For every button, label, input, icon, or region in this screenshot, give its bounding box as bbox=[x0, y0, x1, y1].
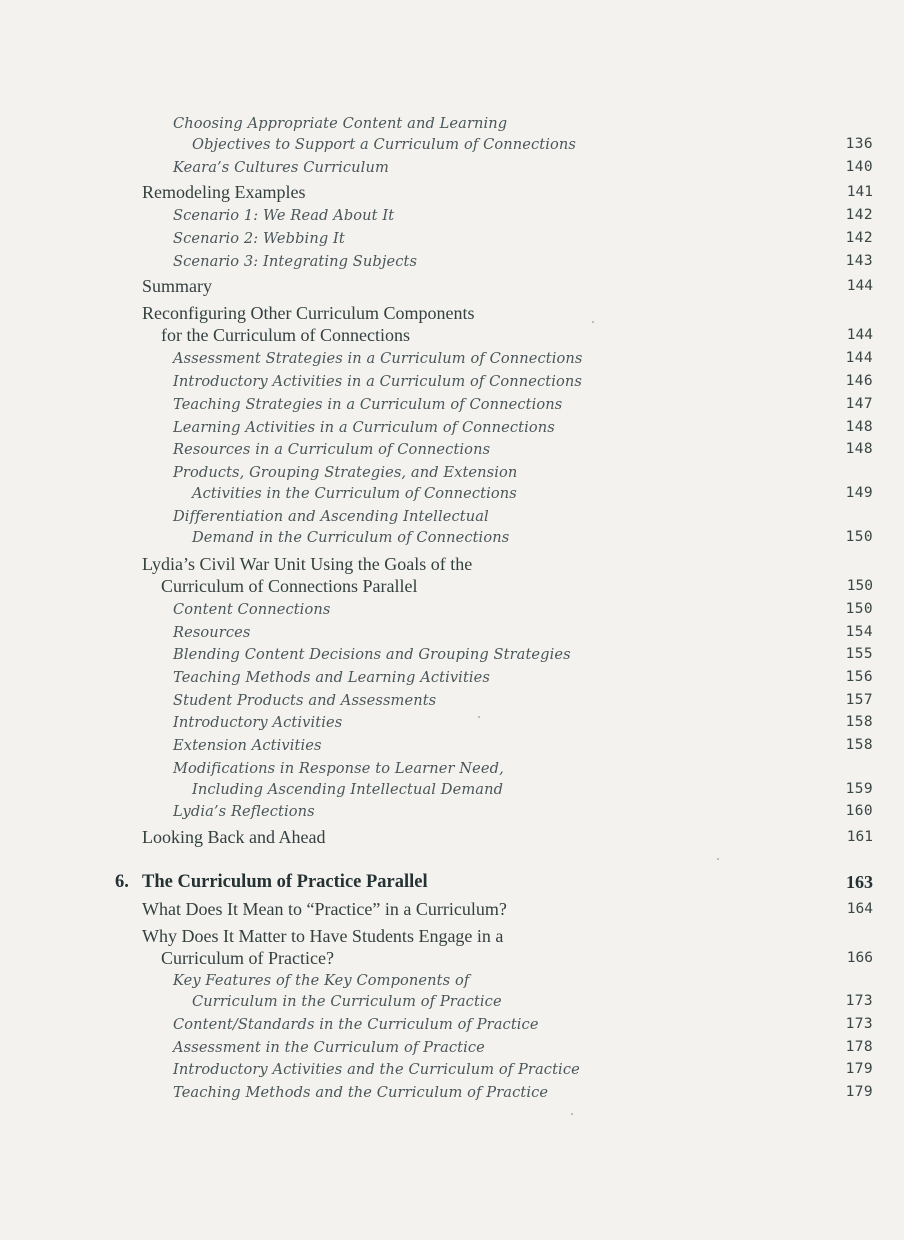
toc-entry-text: Blending Content Decisions and Grouping Strategies bbox=[173, 646, 571, 663]
scan-speck bbox=[592, 321, 594, 323]
toc-page-number: 156 bbox=[845, 669, 873, 685]
toc-entry-text: Differentiation and Ascending Intellectual bbox=[173, 508, 489, 525]
toc-entry-text: Products, Grouping Strategies, and Extension bbox=[173, 464, 518, 481]
toc-page-number: 179 bbox=[845, 1084, 873, 1100]
toc-entry-text: Student Products and Assessments bbox=[173, 692, 437, 709]
toc-entry-text: Remodeling Examples bbox=[142, 182, 306, 202]
toc-entry-text: Lydia’s Reflections bbox=[173, 803, 315, 820]
toc-entry-text: Resources bbox=[173, 624, 251, 641]
toc-entry-text: Scenario 2: Webbing It bbox=[173, 230, 345, 247]
toc-entry-text: Looking Back and Ahead bbox=[142, 827, 326, 847]
toc-page-number: 144 bbox=[846, 327, 873, 343]
toc-entry-text: Curriculum of Practice? bbox=[161, 948, 334, 968]
chapter-number: 6. bbox=[115, 872, 129, 892]
toc-entry-text: Curriculum in the Curriculum of Practice bbox=[192, 993, 502, 1010]
scan-speck bbox=[571, 1113, 573, 1115]
toc-entry-text: What Does It Mean to “Practice” in a Curriculum? bbox=[142, 899, 507, 919]
toc-entry-text: for the Curriculum of Connections bbox=[161, 325, 410, 345]
toc-entry-text: Introductory Activities bbox=[173, 714, 343, 731]
toc-entry-text: Learning Activities in a Curriculum of Connections bbox=[173, 419, 555, 436]
toc-page-number: 160 bbox=[845, 803, 873, 819]
toc-page-number: 136 bbox=[845, 136, 873, 152]
toc-page-number: 146 bbox=[845, 373, 873, 389]
toc-entry-text: Assessment Strategies in a Curriculum of Connections bbox=[173, 350, 583, 367]
chapter-title: The Curriculum of Practice Parallel bbox=[142, 872, 428, 892]
toc-page-number: 164 bbox=[846, 901, 873, 917]
scan-speck bbox=[717, 858, 719, 860]
toc-page-number: 148 bbox=[845, 441, 873, 457]
toc-entry-text: Introductory Activities in a Curriculum of Connections bbox=[173, 373, 583, 390]
toc-page-number: 158 bbox=[845, 737, 873, 753]
toc-page-number: 149 bbox=[845, 485, 873, 501]
toc-entry-text: Including Ascending Intellectual Demand bbox=[192, 781, 504, 798]
toc-page-number: 173 bbox=[845, 1016, 873, 1032]
toc-entry-text: Curriculum of Connections Parallel bbox=[161, 576, 418, 596]
toc-page-number: 179 bbox=[845, 1061, 873, 1077]
toc-page-number: 141 bbox=[846, 184, 873, 200]
toc-page-number: 150 bbox=[845, 601, 873, 617]
toc-page-number: 140 bbox=[845, 159, 873, 175]
toc-entry-text: Extension Activities bbox=[173, 737, 322, 754]
toc-page-number: 157 bbox=[845, 692, 873, 708]
toc-page-number: 150 bbox=[846, 578, 873, 594]
toc-page-number: 143 bbox=[845, 253, 873, 269]
toc-page-number: 178 bbox=[845, 1039, 873, 1055]
toc-entry-text: Introductory Activities and the Curriculum of Practice bbox=[173, 1061, 580, 1078]
toc-page-number: 142 bbox=[845, 230, 873, 246]
toc-page-number: 147 bbox=[845, 396, 873, 412]
toc-entry-text: Key Features of the Key Components of bbox=[173, 972, 470, 989]
toc-page-number: 155 bbox=[845, 646, 873, 662]
toc-entry-text: Lydia’s Civil War Unit Using the Goals of the bbox=[142, 554, 473, 574]
toc-entry-text: Teaching Methods and the Curriculum of Practice bbox=[173, 1084, 549, 1101]
toc-page-number: 158 bbox=[845, 714, 873, 730]
toc-entry-text: Teaching Strategies in a Curriculum of Connections bbox=[173, 396, 563, 413]
toc-entry-text: Keara’s Cultures Curriculum bbox=[173, 159, 389, 176]
toc-entry-text: Choosing Appropriate Content and Learning bbox=[173, 115, 508, 132]
toc-entry-text: Reconfiguring Other Curriculum Components bbox=[142, 303, 475, 323]
toc-entry-text: Resources in a Curriculum of Connections bbox=[173, 441, 491, 458]
toc-page-number: 144 bbox=[846, 278, 873, 294]
toc-page-number: 142 bbox=[845, 207, 873, 223]
toc-page-number: 166 bbox=[846, 950, 873, 966]
toc-entry-text: Assessment in the Curriculum of Practice bbox=[173, 1039, 485, 1056]
toc-page-number: 161 bbox=[846, 829, 873, 845]
toc-page-number: 163 bbox=[846, 872, 873, 892]
toc-entry-text: Content Connections bbox=[173, 601, 331, 618]
toc-page-number: 148 bbox=[845, 419, 873, 435]
toc-entry-text: Summary bbox=[142, 276, 212, 296]
scan-speck bbox=[478, 716, 480, 718]
toc-entry-text: Demand in the Curriculum of Connections bbox=[192, 529, 510, 546]
toc-entry-text: Activities in the Curriculum of Connections bbox=[192, 485, 517, 502]
toc-page-number: 144 bbox=[845, 350, 873, 366]
toc-page-number: 173 bbox=[845, 993, 873, 1009]
toc-entry-text: Content/Standards in the Curriculum of Practice bbox=[173, 1016, 539, 1033]
toc-page-number: 150 bbox=[845, 529, 873, 545]
toc-entry-text: Why Does It Matter to Have Students Engage in a bbox=[142, 926, 504, 946]
toc-page-number: 159 bbox=[845, 781, 873, 797]
toc-entry-text: Scenario 3: Integrating Subjects bbox=[173, 253, 418, 270]
toc-entry-text: Scenario 1: We Read About It bbox=[173, 207, 395, 224]
toc-entry-text: Objectives to Support a Curriculum of Connections bbox=[192, 136, 576, 153]
toc-entry-text: Modifications in Response to Learner Need, bbox=[173, 760, 504, 777]
toc-page-number: 154 bbox=[845, 624, 873, 640]
toc-entry-text: Teaching Methods and Learning Activities bbox=[173, 669, 491, 686]
